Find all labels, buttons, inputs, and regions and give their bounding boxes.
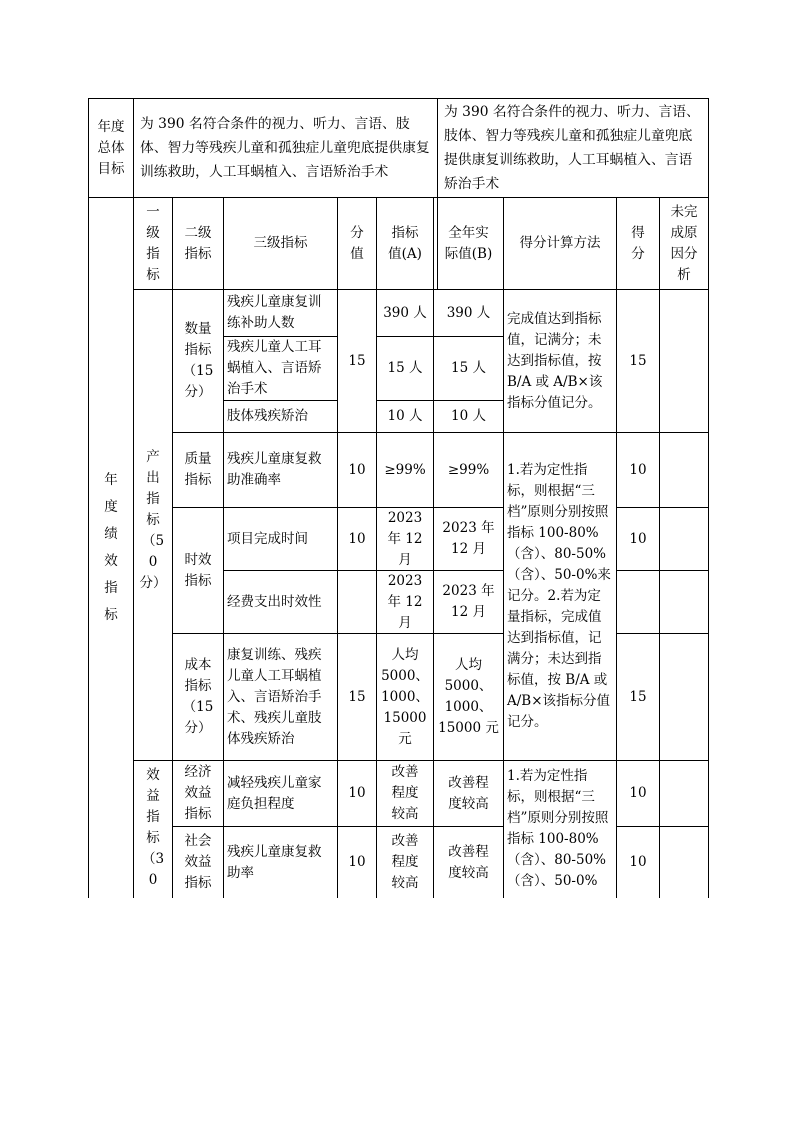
timeliness-row-1-actual: 2023 年 12 月 [442, 520, 495, 557]
social-score: 10 [348, 854, 366, 870]
economic-got: 10 [629, 785, 647, 801]
economic-score: 10 [348, 785, 366, 801]
quantity-label: 数量 指标 （15 分） [182, 321, 214, 400]
timeliness-row-1-target: 2023 年 12 月 [387, 509, 423, 568]
timeliness-label: 时效 指标 [184, 551, 212, 589]
quantity-row-1-actual: 390 人 [446, 304, 491, 321]
quantity-got: 15 [629, 352, 647, 369]
header-reason: 未完 成原 因分 析 [670, 203, 698, 283]
header-level3: 三级指标 [253, 235, 308, 251]
social-got: 10 [629, 854, 647, 870]
quantity-row-2-name: 残疾儿童人工耳蜗植入、言语矫治手术 [227, 339, 322, 397]
social-label: 社会 效益 指标 [184, 833, 212, 891]
cost-actual: 人均 5000、 1000、 15000 元 [438, 657, 499, 736]
quality-score: 10 [348, 461, 366, 478]
social-name: 残疾儿童康复救助率 [227, 843, 322, 881]
quantity-row-1-target: 390 人 [383, 304, 427, 321]
quantity-row-3-actual: 10 人 [451, 408, 486, 424]
quantity-score: 15 [348, 352, 366, 369]
timeliness-row-1-name: 项目完成时间 [227, 530, 308, 547]
quality-got: 10 [629, 461, 647, 478]
header-actual: 全年实 际值(B) [444, 224, 493, 262]
goal-label: 年度 总体 目标 [97, 118, 125, 177]
cost-label: 成本 指标 （15 分） [182, 657, 214, 736]
quality-actual: ≥99% [447, 461, 490, 478]
cost-target: 人均 5000、 1000、 15000 元 [381, 646, 429, 747]
economic-label: 经济 效益 指标 [184, 764, 212, 822]
quantity-row-2-target: 15 人 [387, 360, 423, 376]
quantity-row-3-name: 肢体残疾矫治 [227, 408, 308, 424]
goal-text-target: 为 390 名符合条件的视力、听力、言语、肢体、智力等残疾儿童和孤独症儿童兜底提供康复训练救助，人工耳蜗植入、言语矫治手术 [140, 116, 430, 180]
social-target: 改善 程度 较高 [391, 833, 419, 891]
header-score: 分 值 [350, 224, 364, 262]
timeliness-row-1-got: 10 [629, 530, 647, 547]
cost-score: 15 [348, 688, 366, 705]
header-method: 得分计算方法 [519, 235, 601, 251]
cost-got: 15 [629, 688, 647, 705]
quantity-row-3-target: 10 人 [387, 408, 423, 424]
section-label: 年 度 绩 效 指 标 [104, 472, 118, 623]
social-actual: 改善程 度较高 [448, 843, 489, 881]
goal-text-actual: 为 390 名符合条件的视力、听力、言语、肢体、智力等残疾儿童和孤独症儿童兜底提供康复训练救助，人工耳蜗植入、言语矫治手术 [444, 104, 700, 192]
economic-actual: 改善程 度较高 [448, 774, 489, 812]
quantity-reason [660, 290, 708, 432]
header-level1: 一 级 指 标 [146, 203, 160, 283]
header-got: 得 分 [631, 224, 645, 262]
output-label: 产 出 指 标 （5 0 分） [139, 448, 167, 591]
quality-name: 残疾儿童康复救助准确率 [227, 451, 322, 488]
timeliness-row-2-name: 经费支出时效性 [227, 593, 322, 610]
cost-name: 康复训练、残疾儿童人工耳蜗植入、言语矫治手术、残疾儿童肢体残疾矫治 [227, 646, 322, 747]
benefit-label: 效 益 指 标 （3 0 [141, 767, 165, 888]
timeliness-row-2-actual: 2023 年 12 月 [442, 583, 495, 620]
quantity-method: 完成值达到指标值，记满分；未达到指标值，按 B/A 或 A/B×该指标分值记分。 [507, 310, 603, 411]
timeliness-row-1-score: 10 [348, 530, 366, 547]
quality-label: 质量 指标 [184, 451, 212, 488]
economic-name: 减轻残疾儿童家庭负担程度 [227, 774, 322, 812]
header-target: 指标 值(A) [388, 224, 422, 262]
economic-target: 改善 程度 较高 [391, 764, 419, 822]
quantity-row-1-name: 残疾儿童康复训练补助人数 [227, 294, 322, 331]
quantity-row-2-actual: 15 人 [451, 360, 486, 376]
benefit-method: 1.若为定性指标，则根据“三档”原则分别按照指标 100-80%（含）、80-50%（含）、50-0% [507, 768, 609, 889]
header-level2: 二级 指标 [184, 224, 212, 262]
output-method: 1.若为定性指标，则根据“三档”原则分别按照指标 100-80%（含）、80-50%（含）、50-0%来记分。2.若为定量指标，完成值达到指标值，记满分；未达到指标值，按 B/A 或 A/B×该指标分值记分。 [507, 462, 611, 730]
timeliness-row-2-target: 2023 年 12 月 [387, 572, 423, 631]
quality-target: ≥99% [384, 461, 426, 478]
